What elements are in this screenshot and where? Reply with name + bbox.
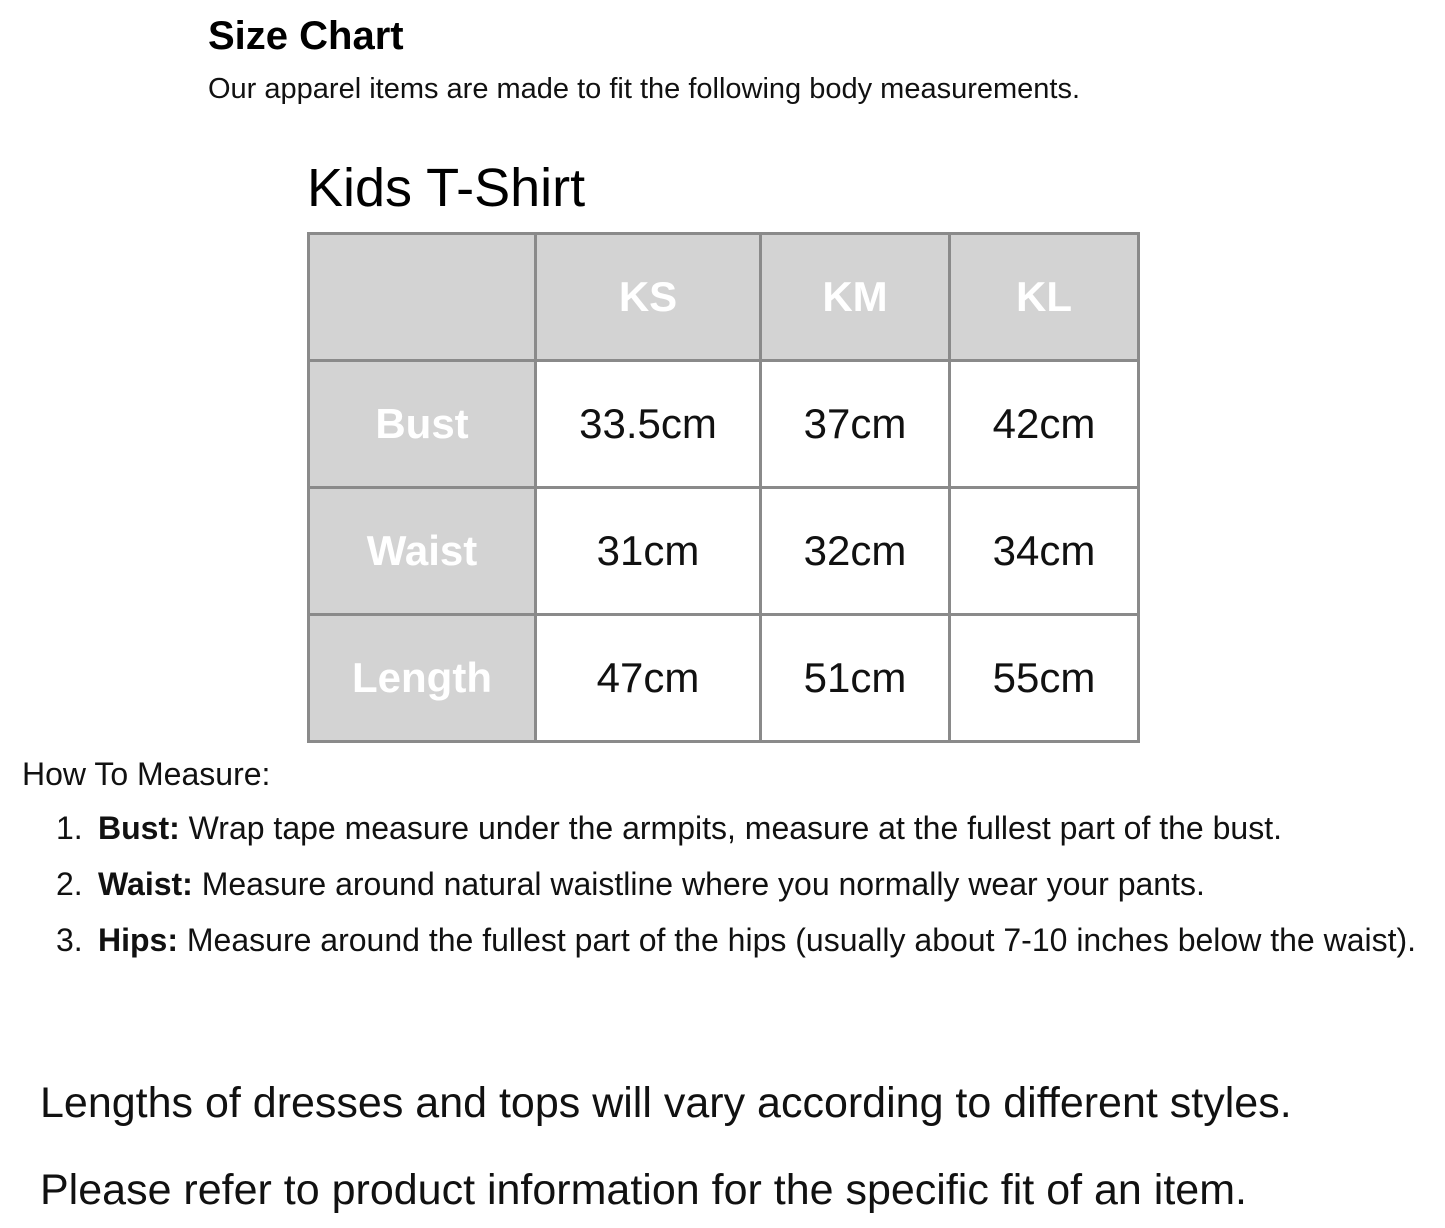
note-refer-product-info: Please refer to product information for the specific fit of an item. (40, 1166, 1247, 1214)
table-corner-cell (309, 234, 536, 361)
list-text: Measure around natural waistline where you normally wear your pants. (192, 866, 1205, 902)
table-row-length (309, 615, 1139, 742)
table-cell: 33.5cm (536, 361, 761, 488)
how-to-measure-heading: How To Measure: (22, 756, 271, 792)
list-item (56, 856, 1426, 912)
table-cell: 31cm (536, 488, 761, 615)
list-item (56, 912, 1426, 968)
column-header-ks: KS (536, 234, 761, 361)
row-header-length: Length (309, 615, 536, 742)
table-cell: 37cm (761, 361, 950, 488)
table-row-bust (309, 361, 1139, 488)
size-table (307, 232, 1140, 743)
list-term: Bust: (98, 810, 180, 846)
how-to-measure-list (56, 800, 1426, 968)
list-number: 1. (56, 810, 83, 846)
list-term: Hips: (98, 922, 178, 958)
table-cell: 47cm (536, 615, 761, 742)
table-cell: 51cm (761, 615, 950, 742)
list-number: 3. (56, 922, 83, 958)
table-header-row (309, 234, 1139, 361)
note-lengths-vary: Lengths of dresses and tops will vary according to different styles. (40, 1079, 1292, 1127)
list-number: 2. (56, 866, 83, 902)
list-item (56, 800, 1426, 856)
page-subtitle: Our apparel items are made to fit the following body measurements. (208, 73, 1081, 105)
table-row-waist (309, 488, 1139, 615)
table-cell: 34cm (950, 488, 1139, 615)
table-cell: 32cm (761, 488, 950, 615)
row-header-waist: Waist (309, 488, 536, 615)
column-header-kl: KL (950, 234, 1139, 361)
page-title: Size Chart (208, 14, 404, 58)
table-cell: 55cm (950, 615, 1139, 742)
table-cell: 42cm (950, 361, 1139, 488)
list-term: Waist: (98, 866, 193, 902)
size-table-title: Kids T-Shirt (307, 158, 586, 218)
row-header-bust: Bust (309, 361, 536, 488)
list-text: Wrap tape measure under the armpits, measure at the fullest part of the bust. (179, 810, 1282, 846)
list-text: Measure around the fullest part of the hips (usually about 7-10 inches below the waist). (178, 922, 1417, 958)
column-header-km: KM (761, 234, 950, 361)
